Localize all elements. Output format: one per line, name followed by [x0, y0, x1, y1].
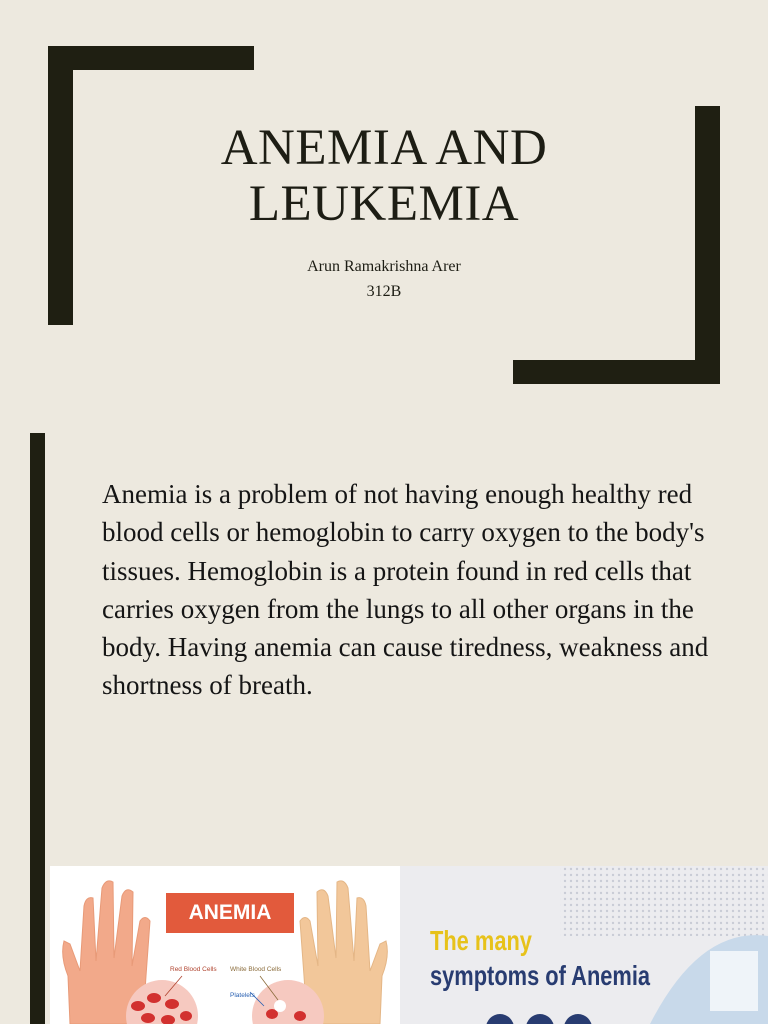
anemia-illustration [50, 866, 400, 1024]
symptoms-heading-line2: symptoms of Anemia [430, 960, 651, 991]
frame-bottom-right-horizontal [513, 360, 720, 384]
title-slide [0, 0, 768, 412]
author-name: Arun Ramakrishna Arer [307, 258, 461, 275]
accent-bar [30, 433, 45, 1024]
anemia-banner: ANEMIA [166, 893, 294, 933]
label-platelets: Platelets [230, 992, 255, 999]
class-code: 312B [366, 283, 402, 300]
label-white-blood-cells: White Blood Cells [230, 966, 282, 973]
frame-top-left-horizontal [48, 46, 254, 70]
hands-illustration [50, 866, 400, 1024]
symptoms-heading-line1: The many [430, 925, 532, 956]
frame-bottom-right-vertical [695, 106, 720, 384]
label-red-blood-cells: Red Blood Cells [170, 966, 217, 973]
frame-top-left-vertical [48, 46, 73, 325]
anemia-paragraph: Anemia is a problem of not having enough healthy red blood cells or hemoglobin to carry oxygen to the body's tissues. Hemoglobin is a protein found in red cells that carries oxygen from the lungs to all other organs in the body. Having anemia can cause tiredness, weakness and shortness of breath. [102, 479, 709, 701]
slide-title: ANEMIA AND LEUKEMIA [220, 120, 548, 232]
